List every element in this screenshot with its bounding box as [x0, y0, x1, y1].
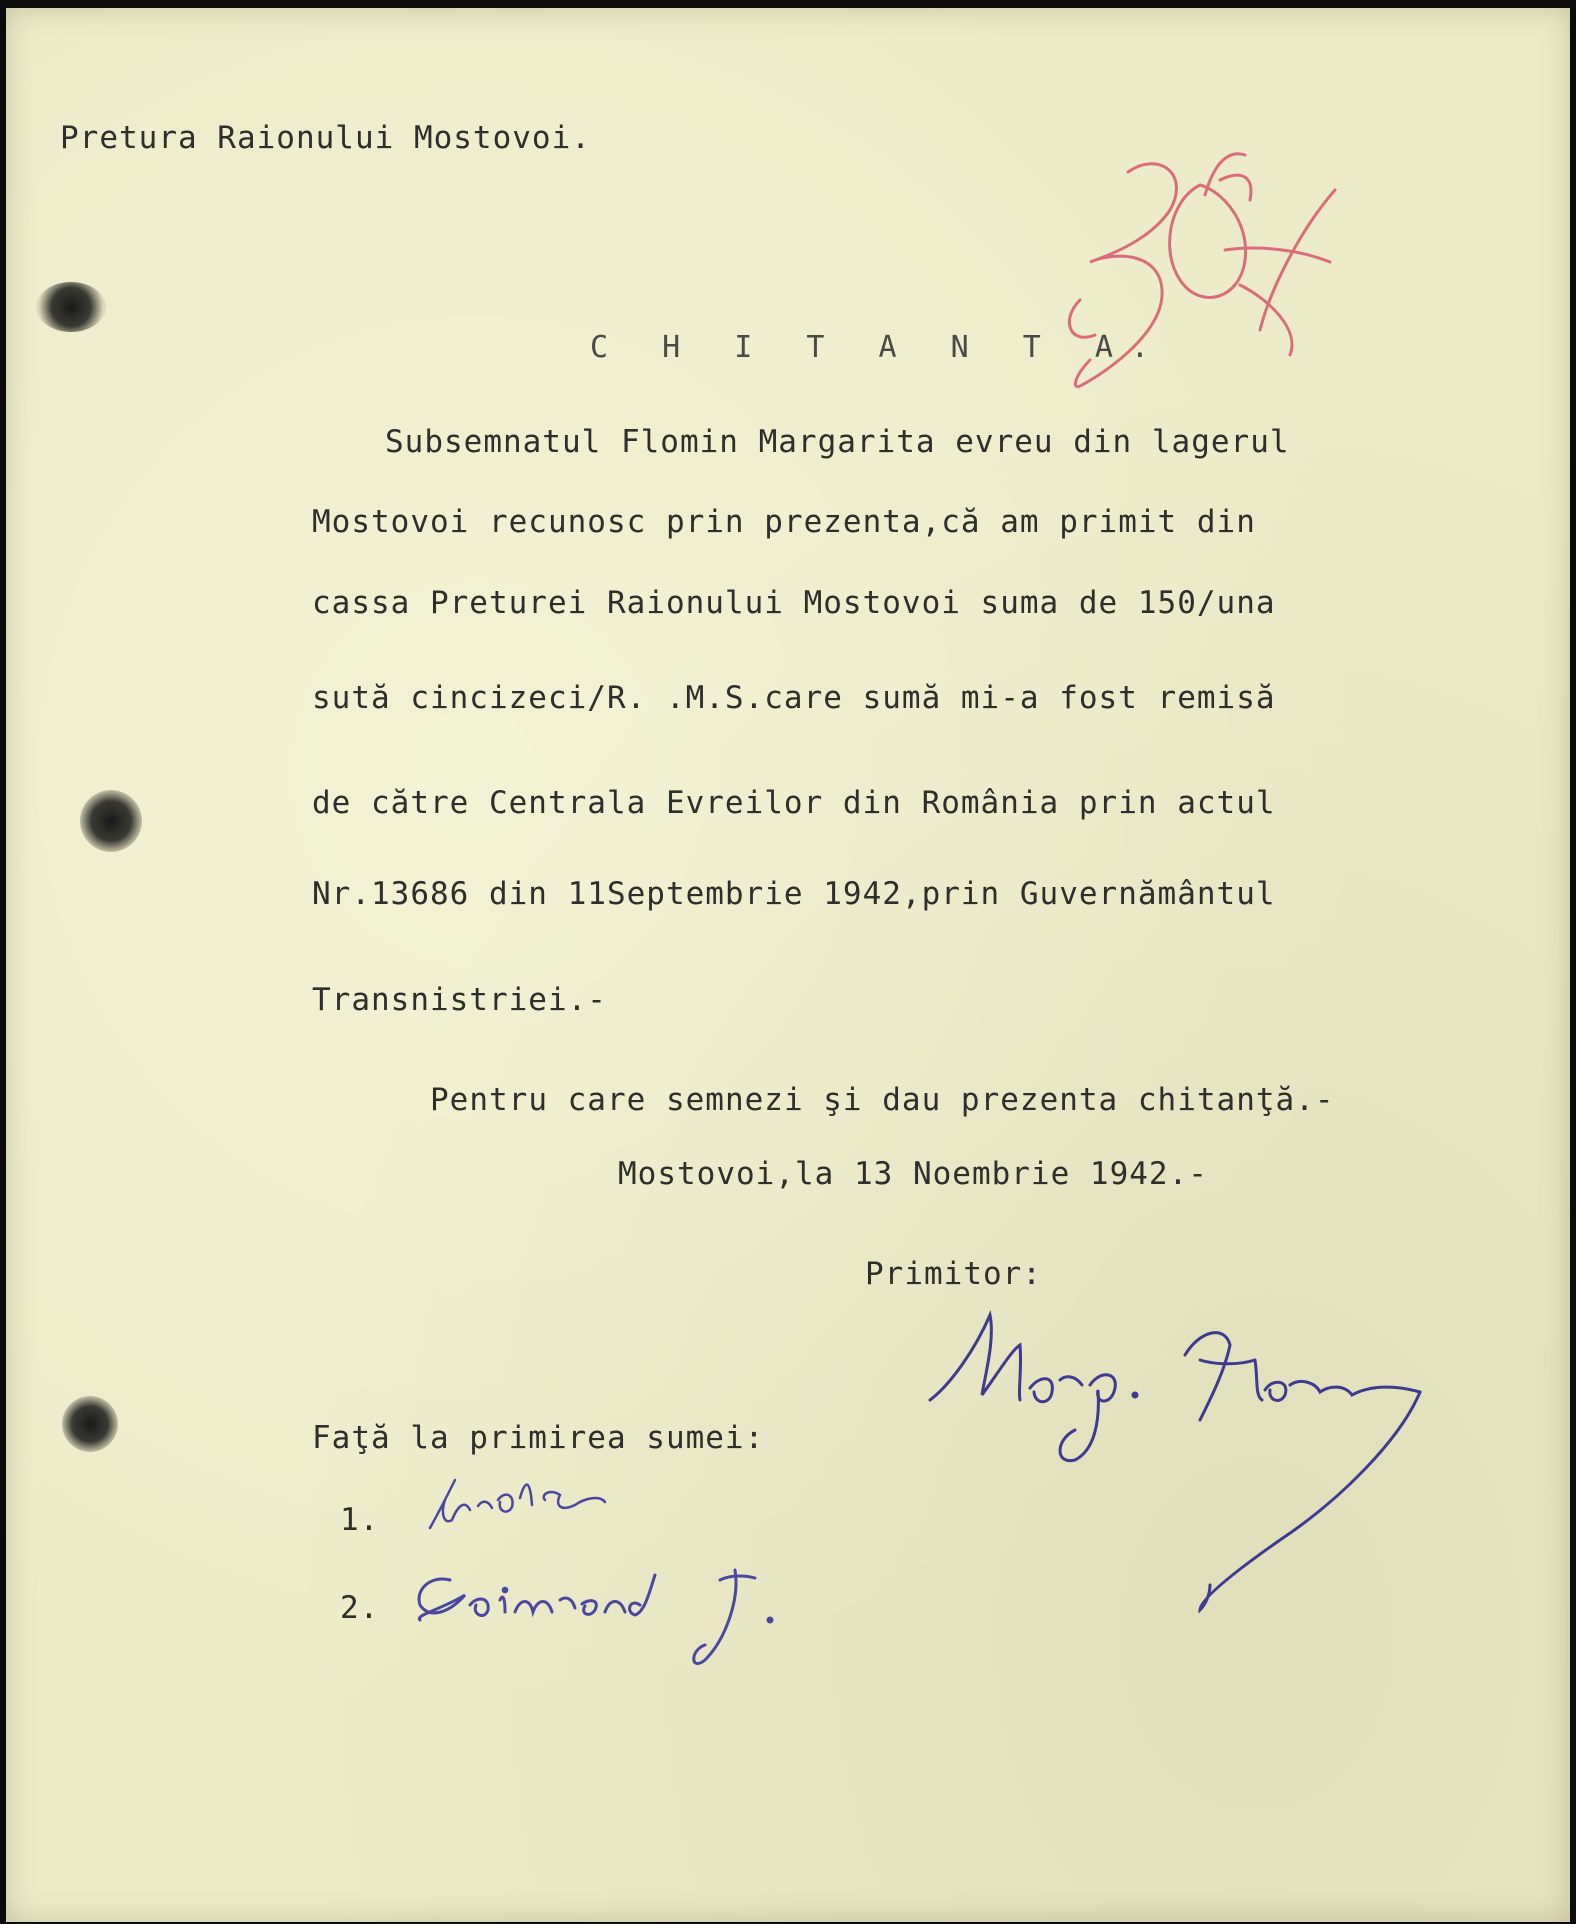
- witness-2-signature: [419, 1570, 772, 1664]
- body-line-7: Transnistriei.-: [312, 982, 607, 1018]
- body-line-3: cassa Preturei Raionului Mostovoi suma de 150/una: [312, 585, 1276, 621]
- body-line-4: sută cincizeci/R. .M.S.care sumă mi-a fost remisă: [312, 680, 1276, 716]
- receiver-label: Primitor:: [865, 1256, 1042, 1292]
- closing-statement: Pentru care semnezi şi dau prezenta chitanţă.-: [430, 1082, 1335, 1118]
- body-line-2: Mostovoi recunosc prin prezenta,că am primit din: [312, 504, 1256, 540]
- office-header: Pretura Raionului Mostovoi.: [60, 120, 591, 156]
- receiver-signature: [930, 1315, 1420, 1610]
- body-line-6: Nr.13686 din 11Septembrie 1942,prin Guvernământul: [312, 876, 1276, 912]
- body-line-5: de către Centrala Evreilor din România prin actul: [312, 785, 1276, 821]
- witness-1-signature: [430, 1480, 605, 1528]
- body-line-1: Subsemnatul Flomin Margarita evreu din lagerul: [385, 424, 1290, 460]
- witness-label: Faţă la primirea sumei:: [312, 1420, 765, 1456]
- witness-number-2: 2.: [340, 1590, 380, 1626]
- place-and-date: Mostovoi,la 13 Noembrie 1942.-: [618, 1156, 1208, 1192]
- witness-number-1: 1.: [340, 1502, 380, 1538]
- document-title: C H I T A N T A.: [590, 330, 1167, 365]
- red-pencil-mark: [1069, 154, 1335, 387]
